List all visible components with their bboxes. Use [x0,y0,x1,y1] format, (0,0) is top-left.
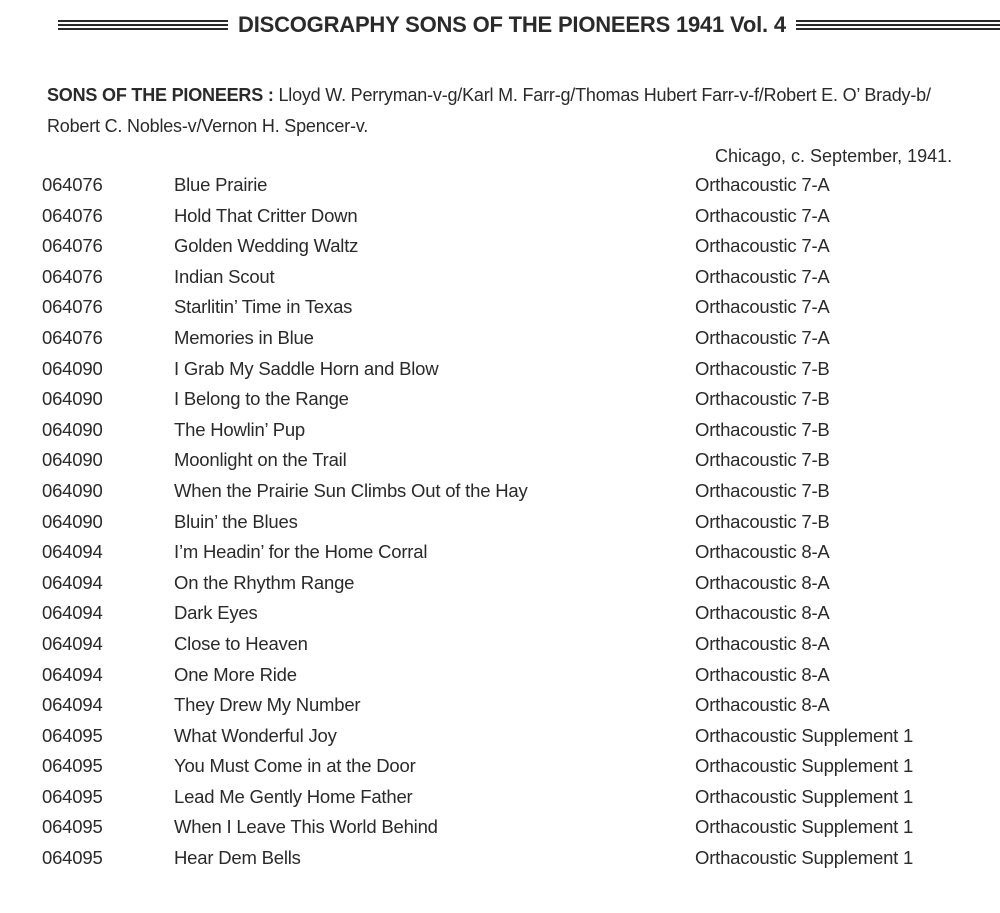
song-title: Golden Wedding Waltz [174,235,359,257]
track-row [42,843,982,874]
release-info: Orthacoustic 7-A [695,265,830,287]
song-title: Bluin’ the Blues [174,510,298,532]
track-row [42,292,982,323]
song-title: Indian Scout [174,265,275,287]
matrix-number: 064095 [42,724,103,746]
page-title: DISCOGRAPHY SONS OF THE PIONEERS 1941 Vol. 4 [238,12,786,37]
song-title: You Must Come in at the Door [174,755,416,777]
matrix-number: 064094 [42,571,103,593]
track-row [42,323,982,354]
track-row [42,721,982,752]
track-row [42,507,982,538]
personnel-block [47,80,987,142]
matrix-number: 064094 [42,663,103,685]
matrix-number: 064095 [42,816,103,838]
session-location-date: Chicago, c. September, 1941. [715,146,953,166]
matrix-number: 064090 [42,418,103,440]
group-name: SONS OF THE PIONEERS : [47,85,274,105]
release-info: Orthacoustic 7-B [695,479,830,501]
song-title: The Howlin’ Pup [174,418,306,440]
matrix-number: 064076 [42,235,103,257]
release-info: Orthacoustic 7-B [695,357,830,379]
song-title: Dark Eyes [174,602,258,624]
track-row [42,629,982,660]
matrix-number: 064076 [42,326,103,348]
matrix-number: 064090 [42,510,103,532]
matrix-number: 064090 [42,357,103,379]
track-row [42,568,982,599]
release-info: Orthacoustic Supplement 1 [695,785,914,807]
song-title: Memories in Blue [174,326,314,348]
track-row [42,660,982,691]
release-info: Orthacoustic 7-B [695,388,830,410]
track-row [42,537,982,568]
release-info: Orthacoustic 7-A [695,296,830,318]
track-row [42,445,982,476]
release-info: Orthacoustic 8-A [695,541,830,563]
release-info: Orthacoustic 7-A [695,235,830,257]
release-info: Orthacoustic 7-B [695,449,830,471]
release-info: Orthacoustic 7-A [695,174,830,195]
release-info: Orthacoustic 8-A [695,663,830,685]
track-row [42,262,982,293]
song-title: Close to Heaven [174,632,308,654]
matrix-number: 064076 [42,204,103,226]
track-row [42,598,982,629]
release-info: Orthacoustic 7-B [695,510,830,532]
matrix-number: 064095 [42,847,103,869]
matrix-number: 064076 [42,296,103,318]
song-title: One More Ride [174,663,297,685]
song-title: I’m Headin’ for the Home Corral [174,541,428,563]
song-title: When the Prairie Sun Climbs Out of the Hay [174,479,528,501]
matrix-number: 064076 [42,174,103,195]
song-title: What Wonderful Joy [174,724,337,746]
release-info: Orthacoustic Supplement 1 [695,724,914,746]
song-title: I Belong to the Range [174,388,349,410]
track-row [42,384,982,415]
release-info: Orthacoustic Supplement 1 [695,816,914,838]
track-row [42,812,982,843]
track-row [42,782,982,813]
release-info: Orthacoustic 7-A [695,326,830,348]
page-header [58,8,1000,42]
matrix-number: 064095 [42,785,103,807]
song-title: They Drew My Number [174,694,361,716]
song-title: Hold That Critter Down [174,204,358,226]
track-row [42,690,982,721]
song-title: Starlitin’ Time in Texas [174,296,353,318]
release-info: Orthacoustic 8-A [695,602,830,624]
matrix-number: 064094 [42,541,103,563]
matrix-number: 064090 [42,388,103,410]
track-list [42,170,982,874]
header-rule-right [796,20,1000,30]
members-list: Lloyd W. Perryman-v-g/Karl M. Farr-g/Thomas Hubert Farr-v-f/Robert E. O’ Brady-b/ Robert C. Nobles-v/Vernon H. Spencer-v. [47,85,931,136]
song-title: I Grab My Saddle Horn and Blow [174,357,439,379]
matrix-number: 064094 [42,632,103,654]
track-row [42,354,982,385]
track-row [42,415,982,446]
song-title: Moonlight on the Trail [174,449,347,471]
track-row [42,170,982,201]
song-title: Blue Prairie [174,174,268,195]
release-info: Orthacoustic 7-A [695,204,830,226]
release-info: Orthacoustic 8-A [695,571,830,593]
track-row [42,231,982,262]
header-rule-left [58,20,228,30]
release-info: Orthacoustic 8-A [695,632,830,654]
song-title: When I Leave This World Behind [174,816,438,838]
matrix-number: 064094 [42,602,103,624]
release-info: Orthacoustic Supplement 1 [695,755,914,777]
release-info: Orthacoustic 8-A [695,694,830,716]
track-row [42,476,982,507]
song-title: Hear Dem Bells [174,847,301,869]
matrix-number: 064090 [42,479,103,501]
release-info: Orthacoustic Supplement 1 [695,847,914,869]
track-row [42,751,982,782]
matrix-number: 064095 [42,755,103,777]
matrix-number: 064090 [42,449,103,471]
release-info: Orthacoustic 7-B [695,418,830,440]
song-title: On the Rhythm Range [174,571,355,593]
matrix-number: 064094 [42,694,103,716]
song-title: Lead Me Gently Home Father [174,785,413,807]
matrix-number: 064076 [42,265,103,287]
track-row [42,201,982,232]
